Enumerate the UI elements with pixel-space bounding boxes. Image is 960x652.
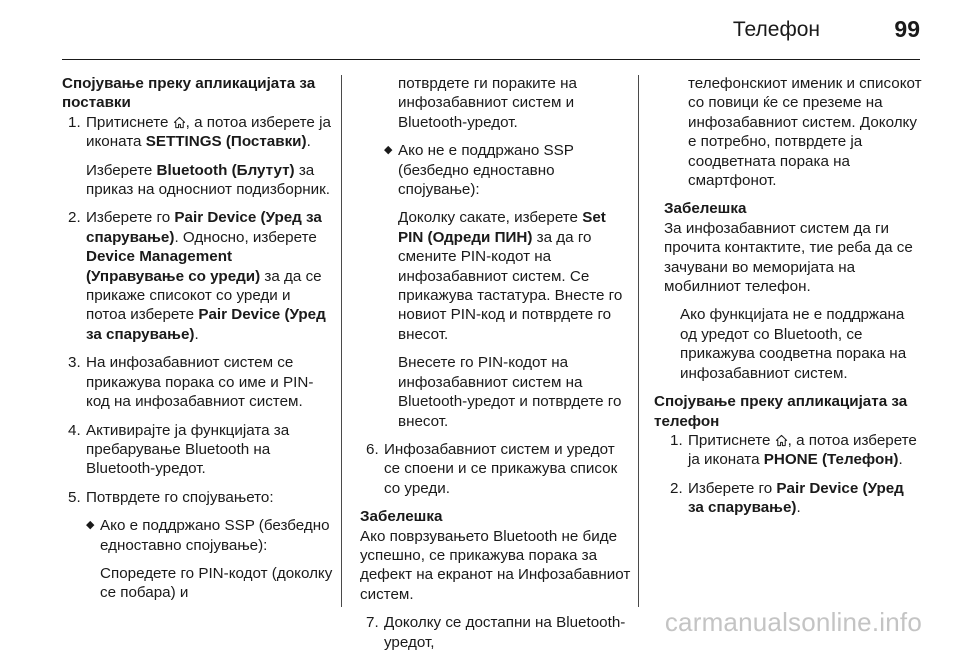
watermark: carmanualsonline.info [664, 607, 922, 637]
column-2 [360, 74, 632, 652]
note-label: Забелешка [360, 508, 443, 526]
step-1: 1. Притиснете , а потоа изберете ја иконата PHONE (Телефон). [670, 431, 917, 469]
note-text: Ако поврзувањето Bluetooth не биде успешно, се прикажува порака за дефект на екранот на Инфозабавниот систем. [360, 527, 631, 603]
bullet-ssp-supported-detail-cont: потврдете ги пораките на инфозабавниот систем и Bluetooth-уредот. [398, 75, 577, 131]
step-1-detail: Изберете Bluetooth (Блутут) за приказ на односниот подизборник. [86, 161, 331, 199]
note-text: За инфозабавниот систем да ги прочита контактите, тие реба да се зачувани во меморијата на мобилниот телефон. [664, 219, 913, 296]
section-heading: Спојување преку апликацијата за поставки [62, 75, 316, 112]
column-divider-1 [341, 75, 342, 607]
bullet-ssp-not-supported: ◆ Ако не е поддржано SSP (безбедно едноставно спојување): [384, 142, 574, 199]
step-5: 5. Потврдете го спојувањето: [68, 488, 274, 506]
diamond-bullet-icon: ◆ [86, 519, 95, 532]
bullet-ssp-not-supported-detail-2: Внесете го PIN-кодот на инфозабавниот систем на Bluetooth-уредот и потврдете го внесот. [398, 354, 622, 430]
home-icon [173, 116, 186, 129]
note-label: Забелешка [664, 200, 747, 218]
home-icon [775, 434, 788, 447]
page-number: 99 [894, 16, 920, 42]
bullet-ssp-supported-detail: Споредете го PIN-кодот (доколку се побара) и [100, 564, 333, 602]
column-3 [654, 74, 922, 518]
step-7-cont: телефонскиот именик и списокот со повици ќе се преземе на инфозабавниот систем. Доколку е потребно, потврдете ја соодветната порака на смартфонот. [688, 75, 922, 190]
section-heading: Спојување преку апликацијата за телефон [654, 393, 908, 430]
step-6: 6. Инфозабавниот систем и уредот се споени и се прикажува список со уреди. [366, 440, 618, 497]
step-2: 2. Изберете го Pair Device (Уред за спарување). [670, 479, 904, 517]
bullet-ssp-not-supported-detail: Доколку сакате, изберете Set PIN (Одреди ПИН) за да го смените PIN-кодот на инфозабавниот систем. Се прикажува тастатура. Внесте го новиот PIN-код и потврдете го внесот. [398, 209, 623, 343]
diamond-bullet-icon: ◆ [384, 144, 393, 157]
header-divider [62, 59, 920, 60]
step-1: 1. Притиснете , а потоа изберете ја иконата SETTINGS (Поставки). [68, 113, 331, 151]
column-1 [62, 74, 334, 603]
page-title: Телефон [732, 18, 820, 41]
bullet-ssp-supported: ◆ Ако е поддржано SSP (безбедно едноставно спојување): [86, 517, 330, 554]
step-7: 7. Доколку се достапни на Bluetooth-уредот, [366, 614, 626, 651]
step-2: 2. Изберете го Pair Device (Уред за спарување). Односно, изберете Device Management (Управување со уреди) за да се прикаже списокот со уреди и потоа изберете Pair Device (Уред за спарување). [68, 209, 326, 343]
step-3: 3. На инфозабавниот систем се прикажува порака со име и PIN-код на инфозабавниот систем. [68, 354, 314, 411]
step-4: 4. Активирајте ја функцијата за пребарување Bluetooth на Bluetooth-уредот. [68, 421, 290, 478]
note-text-2: Ако функцијата не е поддржана од уредот со Bluetooth, се прикажува соодветна порака на инфозабавниот систем. [680, 306, 907, 382]
column-divider-2 [638, 75, 639, 607]
